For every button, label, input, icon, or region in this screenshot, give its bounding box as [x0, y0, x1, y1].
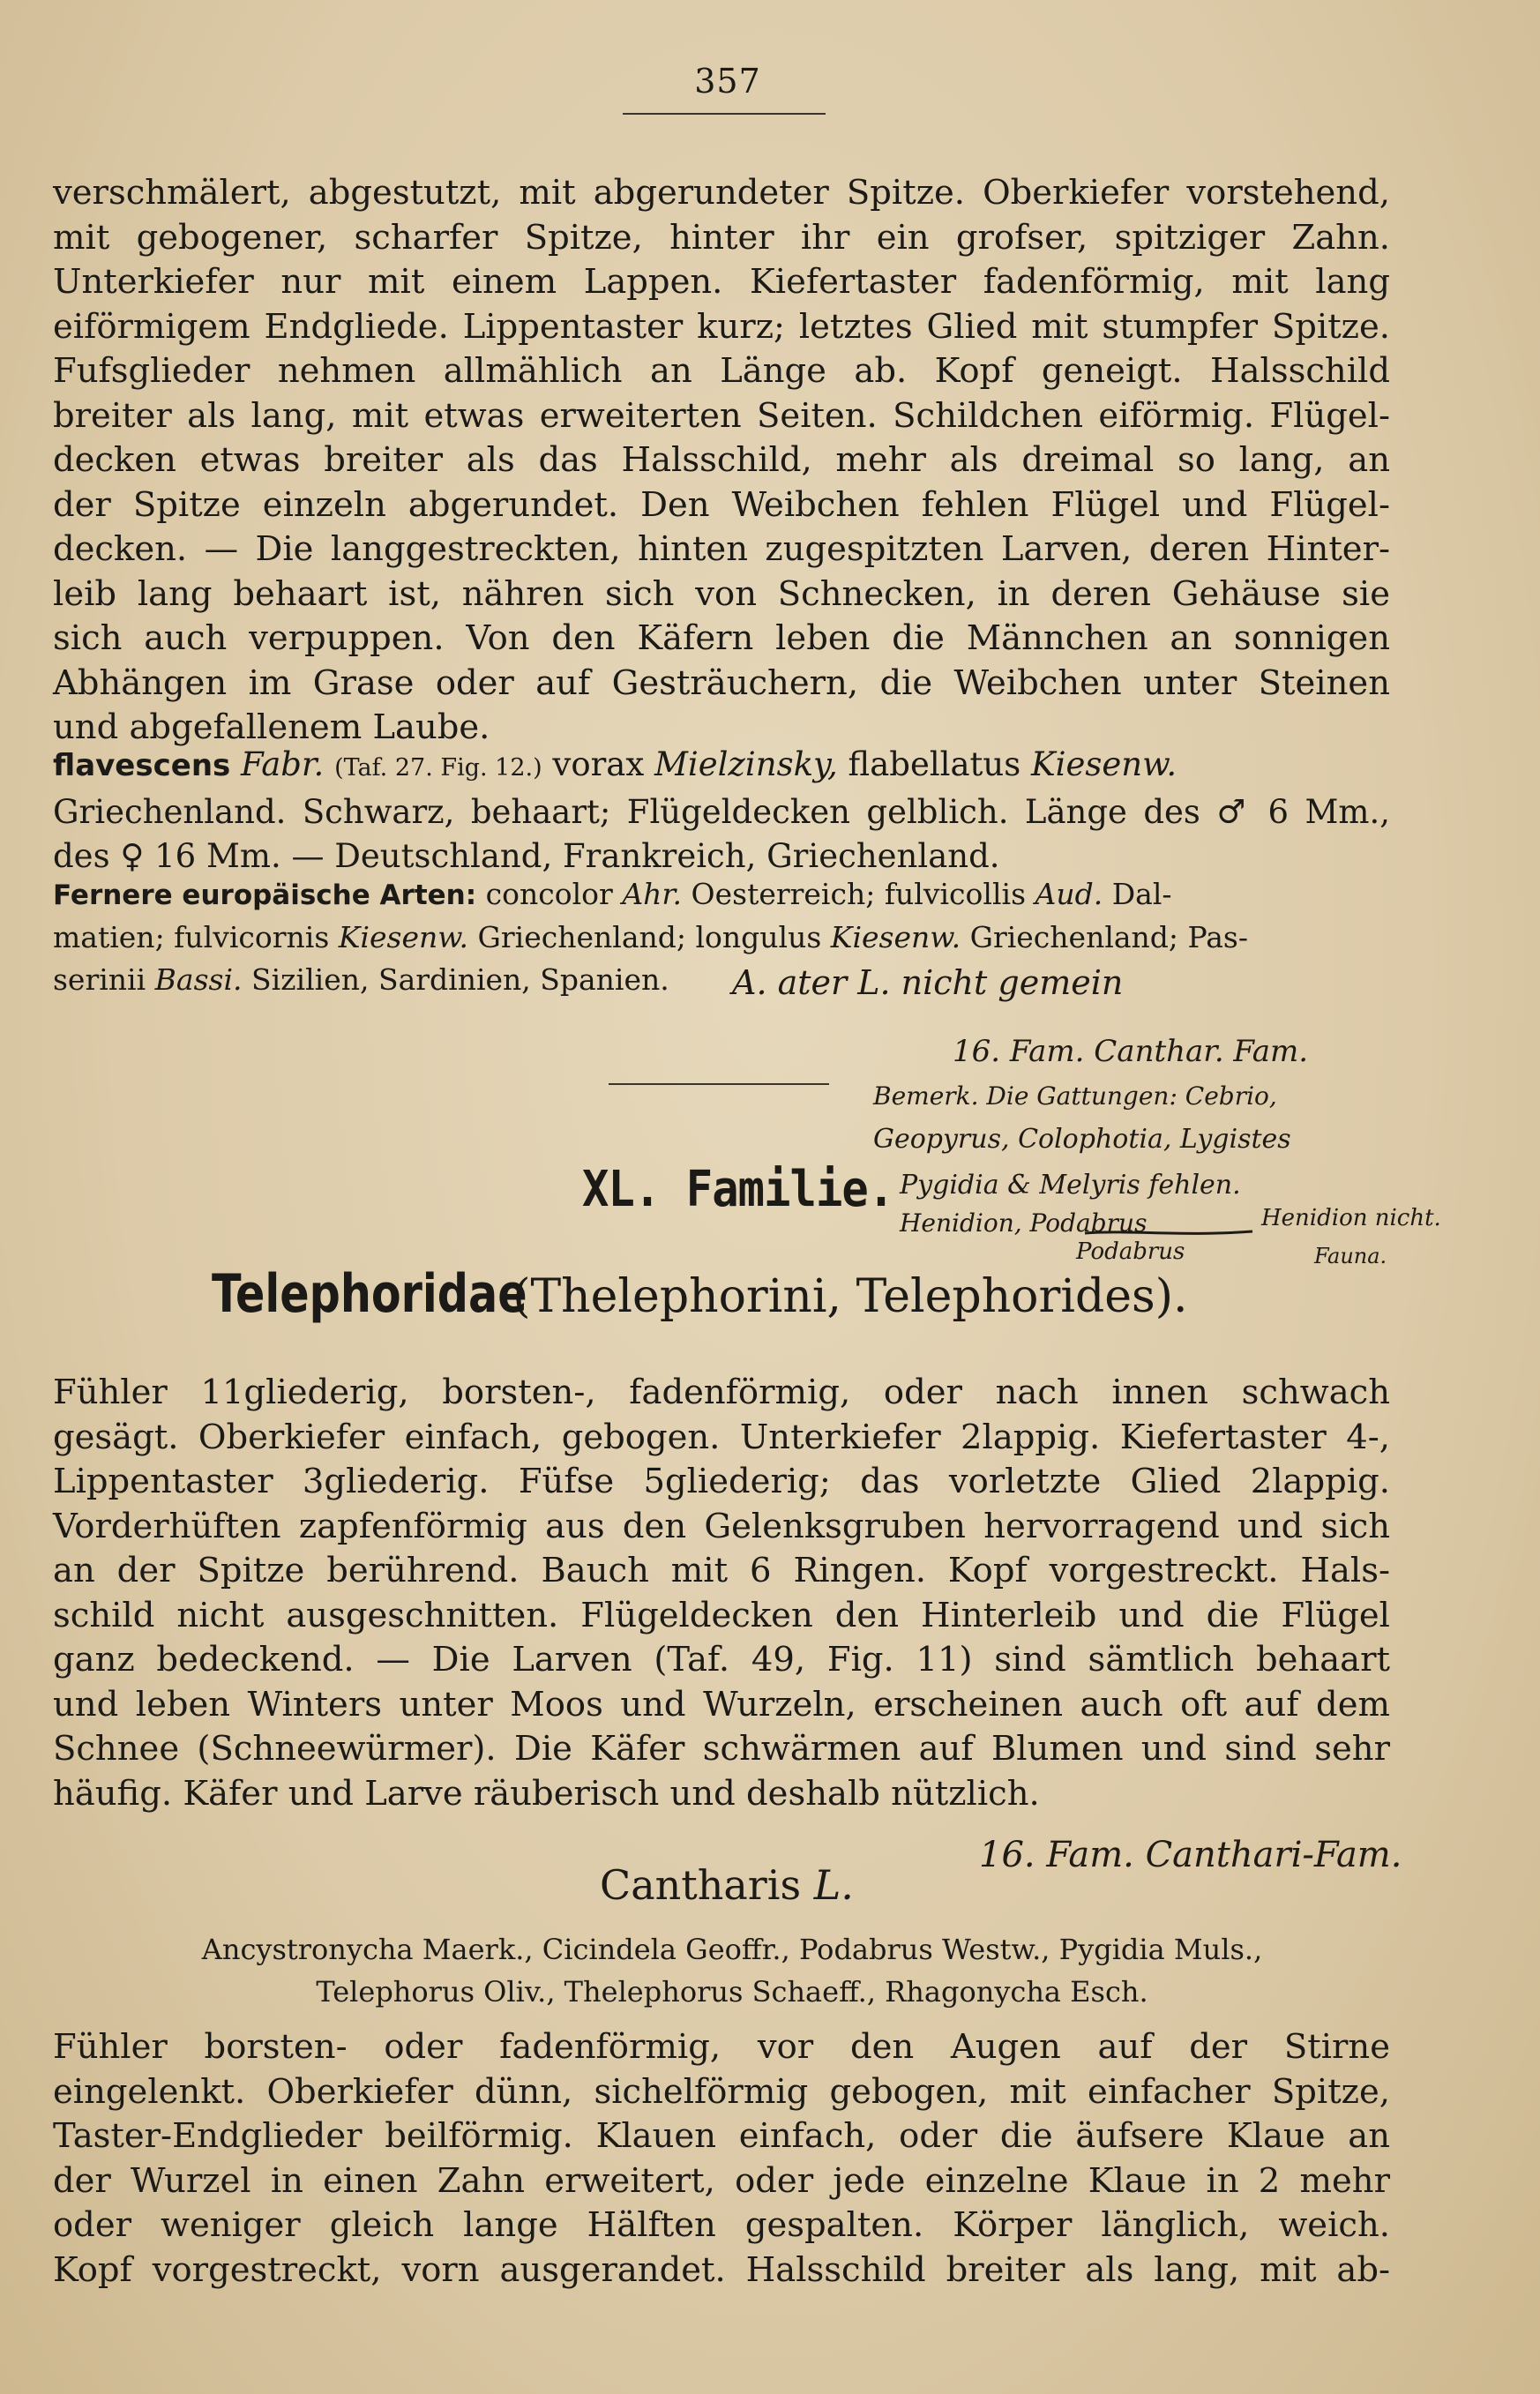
species-author: Bassi. — [154, 962, 243, 997]
text-line: Fühler borsten- oder fadenförmig, vor den Augen auf der Stirne — [53, 2027, 1390, 2067]
text-line: leib lang behaart ist, nähren sich von Schnecken, in deren Gehäuse sie — [53, 573, 1390, 614]
text-line: Abhängen im Grase oder auf Gesträuchern, die Weibchen unter Steinen — [53, 662, 1390, 703]
species-line — [53, 743, 1390, 790]
text-line: und leben Winters unter Moos und Wurzeln, erscheinen auch oft auf dem — [53, 1684, 1390, 1724]
synonym-author: Mielzinsky, — [654, 745, 838, 783]
family-heading: XL. Familie. — [582, 1161, 894, 1218]
text-line: mit gebogener, scharfer Spitze, hinter ihr ein grofser, spitziger Zahn. — [53, 217, 1390, 258]
genus-author: L. — [813, 1861, 854, 1909]
handwritten-note: Henidion, Podabrus — [900, 1208, 1148, 1238]
handwritten-note: Pygidia & Melyris fehlen. — [900, 1170, 1241, 1201]
text-line: decken. — Die langgestreckten, hinten zugespitzten Larven, deren Hinter- — [53, 529, 1390, 569]
synonym-line: Telephorus Oliv., Thelephorus Schaeff., Rhagonycha Esch. — [316, 1975, 1148, 2009]
species-text: Griechenland; longulus — [477, 920, 822, 954]
species-entry — [53, 743, 1390, 879]
genus-heading — [600, 1861, 854, 1909]
species-description: Griechenland. Schwarz, behaart; Flügeldecken gelblich. Länge des ♂ 6 Mm., — [53, 793, 1390, 831]
genus-synonyms — [123, 1928, 1341, 2013]
text-line: und abgefallenem Laube. — [53, 707, 490, 747]
synonym-name: vorax — [552, 745, 645, 783]
text-line: Kopf vorgestreckt, vorn ausgerandet. Halsschild breiter als lang, mit ab- — [53, 2249, 1390, 2290]
species-text: Dal- — [1111, 877, 1172, 911]
handwritten-note: Podabrus — [1076, 1238, 1185, 1265]
header-rule — [623, 113, 826, 115]
page-number: 357 — [694, 62, 761, 101]
further-species-heading: Fernere europäische Arten: — [53, 879, 477, 911]
text-line: verschmälert, abgestutzt, mit abgerundeter Spitze. Oberkiefer vorstehend, — [53, 173, 1390, 213]
plate-reference: (Taf. 27. Fig. 12.) — [334, 754, 542, 782]
species-author: Ahr. — [622, 877, 683, 911]
species-text: Griechenland; Pas- — [969, 920, 1249, 954]
text-line — [53, 873, 1390, 916]
text-line: Vorderhüften zapfenförmig aus den Gelenksgruben hervorragend und sich — [53, 1506, 1390, 1546]
text-line: an der Spitze berührend. Bauch mit 6 Ringen. Kopf vorgestreckt. Hals- — [53, 1551, 1390, 1590]
handwritten-note: A. ater L. nicht gemein — [732, 963, 1124, 1002]
species-author: Kiesenw. — [338, 920, 469, 954]
text-line: eiförmigem Endgliede. Lippentaster kurz; letztes Glied mit stumpfer Spitze. — [53, 306, 1390, 347]
text-line: der Spitze einzeln abgerundet. Den Weibchen fehlen Flügel und Flügel- — [53, 484, 1390, 525]
text-line: Fufsglieder nehmen allmählich an Länge ab. Kopf geneigt. Halsschild — [53, 351, 1390, 391]
text-line — [53, 916, 1390, 959]
text-line — [53, 959, 1390, 1001]
handwritten-note: Henidion nicht. — [1261, 1205, 1441, 1231]
text-line: eingelenkt. Oberkiefer dünn, sichelförmig gebogen, mit einfacher Spitze, — [53, 2071, 1390, 2112]
text-line: oder weniger gleich lange Hälften gespalten. Körper länglich, weich. — [53, 2205, 1390, 2245]
handwritten-note: 16. Fam. Canthar. Fam. — [953, 1034, 1309, 1069]
text-line: breiter als lang, mit etwas erweiterten Seiten. Schildchen eiförmig. Flügel- — [53, 395, 1390, 436]
strikethrough-mark — [1080, 1214, 1257, 1249]
species-author: Kiesenw. — [830, 920, 961, 954]
paragraph-genus-description — [53, 2025, 1390, 2293]
paragraph-description — [53, 171, 1390, 751]
text-line: Unterkiefer nur mit einem Lappen. Kiefertaster fadenförmig, mit lang — [53, 262, 1390, 302]
species-text: matien; fulvicornis — [53, 920, 330, 954]
handwritten-note: Geopyrus, Colophotia, Lygistes — [873, 1124, 1291, 1155]
section-divider — [609, 1083, 829, 1085]
text-line: decken etwas breiter als das Halsschild, mehr als dreimal so lang, an — [53, 440, 1390, 480]
species-text: Sizilien, Sardinien, Spanien. — [251, 962, 669, 997]
synonym-author: Kiesenw. — [1031, 745, 1177, 783]
genus-name: Cantharis — [600, 1861, 802, 1909]
text-line: Lippentaster 3gliederig. Füfse 5gliederig; das vorletzte Glied 2lappig. — [53, 1462, 1390, 1501]
text-line: schild nicht ausgeschnitten. Flügeldecken den Hinterleib und die Flügel — [53, 1595, 1390, 1635]
species-name: serinii — [53, 962, 146, 997]
species-text: Oesterreich; fulvicollis — [691, 877, 1026, 911]
text-line: der Wurzel in einen Zahn erweitert, oder jede einzelne Klaue in 2 mehr — [53, 2160, 1390, 2201]
family-synonyms: (Thelephorini, Telephorides). — [512, 1270, 1188, 1323]
text-line: Taster-Endglieder beilförmig. Klauen einfach, oder die äufsere Klaue an — [53, 2116, 1390, 2156]
text-line: Fühler 11gliederig, borsten-, fadenförmig, oder nach innen schwach — [53, 1373, 1390, 1412]
species-distribution: des ♀ 16 Mm. — Deutschland, Frankreich, Griechenland. — [53, 837, 1000, 875]
synonym-line: Ancystronycha Maerk., Cicindela Geoffr., Podabrus Westw., Pygidia Muls., — [201, 1933, 1263, 1966]
species-name: flavescens — [53, 748, 231, 783]
handwritten-note: Fauna. — [1314, 1244, 1387, 1268]
species-author: Aud. — [1035, 877, 1103, 911]
text-line: sich auch verpuppen. Von den Käfern leben die Männchen an sonnigen — [53, 618, 1390, 658]
synonym-name: flabellatus — [848, 745, 1021, 783]
further-species — [53, 873, 1390, 1001]
handwritten-note: 16. Fam. Canthari-Fam. — [979, 1835, 1402, 1875]
text-line: gesägt. Oberkiefer einfach, gebogen. Unterkiefer 2lappig. Kiefertaster 4-, — [53, 1417, 1390, 1457]
species-author: Fabr. — [241, 745, 325, 783]
family-title — [212, 1263, 1358, 1325]
text-line: Schnee (Schneewürmer). Die Käfer schwärmen auf Blumen und sind sehr — [53, 1729, 1390, 1769]
text-line: häufig. Käfer und Larve räuberisch und deshalb nützlich. — [53, 1773, 1040, 1814]
species-name: concolor — [485, 877, 613, 911]
paragraph-family-description — [53, 1371, 1390, 1816]
family-name: Telephoridae — [212, 1263, 527, 1325]
handwritten-note: Bemerk. Die Gattungen: Cebrio, — [873, 1081, 1277, 1111]
text-line: ganz bedeckend. — Die Larven (Taf. 49, Fig. 11) sind sämtlich behaart — [53, 1640, 1390, 1680]
